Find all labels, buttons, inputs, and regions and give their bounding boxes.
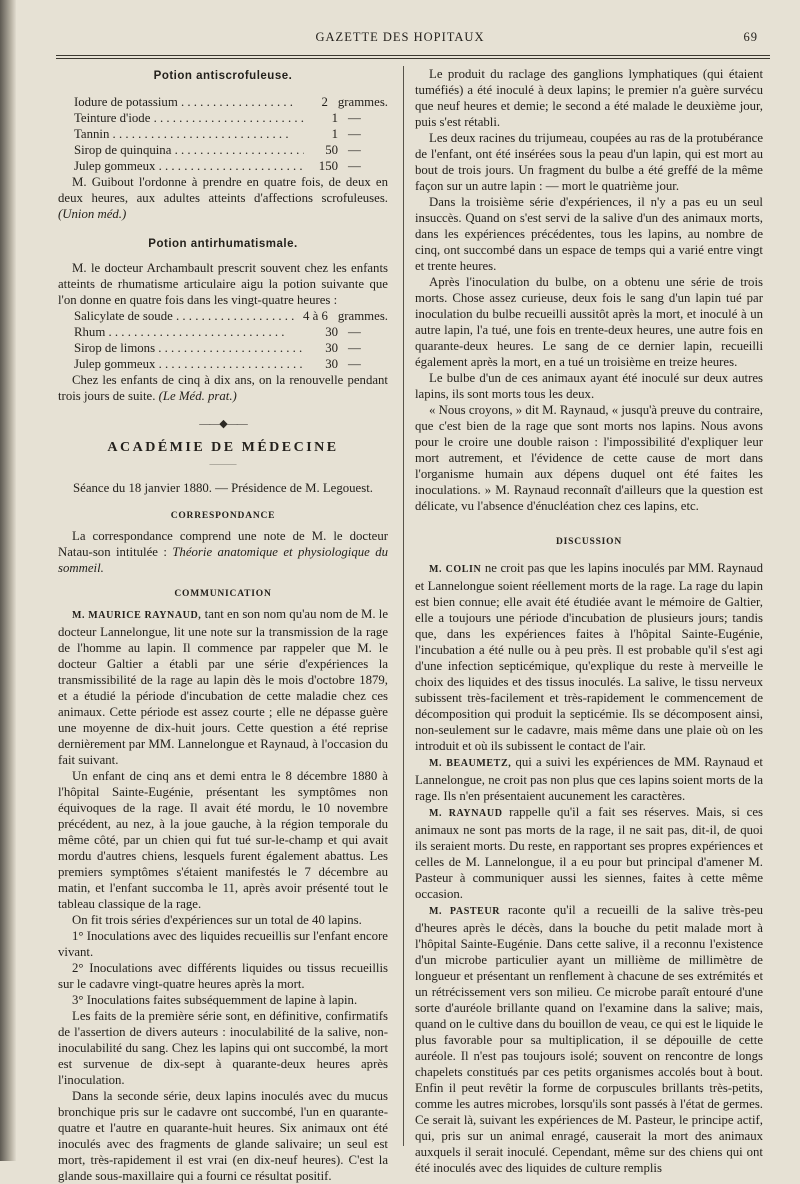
discussion-paragraph: M. PASTEUR raconte qu'il a recueilli de la salive très-peu d'heures après le décès, dans la bouche du petit malade mort à l'hôpital Sainte-Eugénie. Dans cette salive, il a reconnu l'existence d'un microbe particulier ayant un millième de millimètre de longueur et présentant un renflement à chacune de ses extrémités et un rétrécissement vers son milieu. Ce microbe paraît entouré d'une sorte d'auréole brillante quand on l'examine dans la salive; mais, quand on le cultive dans du bouillon de veau, ce qui est le liquide le plus favorable pour sa multiplication, il se dépouille de cette auréole. Il n'est pas toujours isolé; souvent on rencontre de longs chapelets constitués par ces petits organismes accolés bout à bout. Enfin il peut revêtir la forme de corpuscules brillants très-petits, comme les autres microbes, lorsqu'ils sont passés à l'état de germes. Ce serait là, suivant les expériences de M. Pasteur, le principe actif, qui, pris sur un animal enragé, causerait la mort des animaux auxquels il serait inoculé. Cependant, même sur des chiens qui ont été inoculés avec des liquides de culture remplis [415,903,763,1175]
subhead-communication: COMMUNICATION [174,589,272,599]
body-paragraph: « Nous croyons, » dit M. Raynaud, « jusqu'à preuve du contraire, que c'est bien de la rage que sont morts nos lapins. Nous avons pour le croire une double raison : l'impossibilité d'expliquer leur mort autrement, et l'évidence de cette cause de mort dans l'organisme humain aux dépens duquel ont été faites les inoculations. » M. Raynaud reconnaît d'ailleurs que la question est délicate, vu l'absence d'énucléation chez ces lapins, etc. [415,403,763,513]
body-paragraph: Un enfant de cinq ans et demi entra le 8 décembre 1880 à l'hôpital Sainte-Eugénie, présentant les symptômes non équivoques de la rage. Il avait été mordu, le 10 novembre précédent, au nez, à la joue gauche, à la région temporale du même côté, par un chien qui fut tué sur-le-champ et qui avait mordu d'autres chiens, lesquels furent également abattus. Les premiers symptômes s'étaient manifestés le 7 décembre au matin, et l'enfant succomba le 11, après avoir présenté tout le tableau classique de la rage. [58,769,388,911]
left-column [58,60,388,1184]
body-paragraph: 2° Inoculations avec différents liquides ou tissus recueillis sur le cadavre vingt-quatre heures après la mort. [58,961,388,991]
discussion-paragraph: M. COLIN ne croit pas que les lapins inoculés par MM. Raynaud et Lannelongue soient réellement morts de la rage. La rage du lapin est bien connue; elle avait été étudiée avant le mémoire de Galtier, elle a toujours une période d'incubation de plusieurs jours; tandis que, dans les expériences faites à l'hôpital Sainte-Eugénie, l'incubation a été nulle ou à peu près. Il est probable qu'il s'est agi d'une infection septicémique, qu'explique du reste à merveille le choix des liquides et des tissus inoculés. La salive, le tissu nerveux subissent très-facilement et très-rapidement le commencement de décomposition qui produit la septicémie. Ils se décomposent ainsi, non-seulement sur le cadavre, mais même dans une plaie où on les introduit et où ils subissent le contact de l'air. [415,561,763,753]
recipe-row: Sirop de limons . . . 30 — [74,340,388,356]
subhead-correspondance: CORRESPONDANCE [170,511,276,521]
body-paragraph: Dans la troisième série d'expériences, il n'y a pas eu un seul insuccès. Quand on s'est servi de la salive d'un des animaux morts, dans les expériences précédentes, tous les lapins, au nombre de cinq, ont succombé dans un espace de temps qui a varié entre vingt et trente heures. [415,195,763,273]
body-paragraph: 3° Inoculations faites subséquemment de lapine à lapin. [72,993,358,1007]
running-title: GAZETTE DES HOPITAUX [315,30,485,44]
right-column [415,60,763,1176]
body-paragraph: Dans la seconde série, deux lapins inoculés avec du mucus bronchique pris sur le cadavre ont succombé, l'un en quarante-quatre et l'autre en quarante-huit heures. Six animaux ont été inoculés avec des fragments de glande salivaire; un seul est mort, très-rapidement il est vrai (en dix-neuf heures). C'est la glande sous-maxillaire qui a fourni ce résultat positif. [58,1089,388,1183]
discussion-paragraph: M. BEAUMETZ, qui a suivi les expériences de MM. Raynaud et Lannelongue, ne croit pas non plus que ces lapins soient morts de la rage. Ils n'en présentaient aucunement les caractères. [415,755,763,803]
body-paragraph: Après l'inoculation du bulbe, on a obtenu une série de trois morts. Chose assez curieuse, deux fois le sang d'un lapin tué par inoculation du bulbe recueilli aussitôt après la mort, et inoculé à un autre lapin, l'a tué, une fois en trente-deux heures, une autre fois en quarante-deux heures. Le sang de ce dernier lapin, recueilli également après la mort, en a tué un troisième en treize heures. [415,275,763,369]
recipe-row: Sirop de quinquina . . . 50 — [74,142,388,158]
recipe-intro: M. le docteur Archambault prescrit souvent chez les enfants atteints de rhumatisme articulaire aigu la potion suivante que l'on donne en quatre fois dans les vingt-quatre heures : [58,261,388,307]
body-paragraph: Les deux racines du trijumeau, coupées au ras de la protubérance de l'enfant, ont été insérées sous la peau d'un lapin, qui est mort au bout de trois jours. Un fragment du bulbe a été greffé de la même façon sur un autre lapin : — mort le quatrième jour. [415,131,763,193]
correspondance-text: La correspondance comprend une note de M. le docteur Natau-son intitulée : Théorie anatomique et physiologique du sommeil. [58,529,388,575]
recipe-row: Tannin . . . 1 — [74,126,388,142]
recipe-list [58,308,388,372]
section-title-academie: ACADÉMIE DE MÉDECINE [107,440,339,455]
header-rule [56,55,770,56]
seance-line: Séance du 18 janvier 1880. — Présidence de M. Legouest. [73,481,373,495]
recipe-row: Iodure de potassium . . . 2 grammes. [74,94,388,110]
section-title-potion-antiscrofuleuse: Potion antiscrofuleuse. [153,70,293,82]
page-binding-edge [0,0,16,1161]
recipe-row: Salicylate de soude . . . 4 à 6 grammes. [74,308,388,324]
small-divider: ——— [209,459,237,469]
recipe-note: M. Guibout l'ordonne à prendre en quatre fois, de deux en deux heures, aux adultes atteints d'affections scrofuleuses. (Union méd.) [58,175,388,221]
body-paragraph: 1° Inoculations avec des liquides recueillis sur l'enfant encore vivant. [58,929,388,959]
header-rule [56,58,770,59]
body-paragraph: Les faits de la première série sont, en définitive, confirmatifs de l'assertion de divers auteurs : inoculabilité de la salive, non-inoculabilité du sang. Chez les lapins qui ont succombé, la mort est survenue de dix-sept à quarante-deux heures après l'inoculation. [58,1009,388,1087]
recipe-row: Julep gommeux . . . 30 — [74,356,388,372]
section-title-potion-antirhumatismale: Potion antirhumatismale. [148,238,298,250]
discussion-paragraph: M. RAYNAUD rappelle qu'il a fait ses réserves. Mais, si ces animaux ne sont pas morts de la rage, il ne sait pas, dit-il, de quoi ils seraient morts. Du reste, en rapportant ses propres expériences et celles de M. Lannelongue, il a eu pour but principal d'amener M. Pasteur à communiquer aussi les siennes, faites à cette même occasion. [415,805,763,901]
page-number: 69 [743,30,758,44]
column-divider [403,66,404,1146]
page-header [30,30,770,52]
recipe-note: Chez les enfants de cinq à dix ans, on la renouvelle pendant trois jours de suite. (Le Méd. prat.) [58,373,388,403]
body-paragraph: Le produit du raclage des ganglions lymphatiques (qui étaient tuméfiés) a été inoculé à deux lapins; le premier n'a guère survécu que neuf heures et demie; le second a été malade le deuxième jour, puis s'est rétabli. [415,67,763,129]
body-paragraph: On fit trois séries d'expériences sur un total de 40 lapins. [72,913,362,927]
recipe-list [58,94,388,174]
subhead-discussion: DISCUSSION [555,537,623,547]
recipe-row: Rhum . . . 30 — [74,324,388,340]
communication-paragraph: M. MAURICE RAYNAUD, tant en son nom qu'au nom de M. le docteur Lannelongue, lit une note sur la transmission de la rage de l'homme au lapin. Il commence par rappeler que M. le docteur Galtier a établi par une série d'expériences la transmissibilité de la rage au lapin dès le mois d'octobre 1879, et a étudié la période d'incubation de cette maladie chez ces animaux. Cette période est assez courte ; elle ne dépasse guère une moyenne de dix-huit jours. Cette question a été reprise dernièrement par MM. Lannelongue et Raynaud, à l'occasion du fait suivant. [58,607,389,767]
body-paragraph: Le bulbe d'un de ces animaux ayant été inoculé sur deux autres lapins, ils sont morts tous les deux. [415,371,763,401]
ornament-divider: ——◆—— [199,418,247,430]
recipe-row: Julep gommeux . . . 150 — [74,158,388,174]
recipe-row: Teinture d'iode . . . 1 — [74,110,388,126]
